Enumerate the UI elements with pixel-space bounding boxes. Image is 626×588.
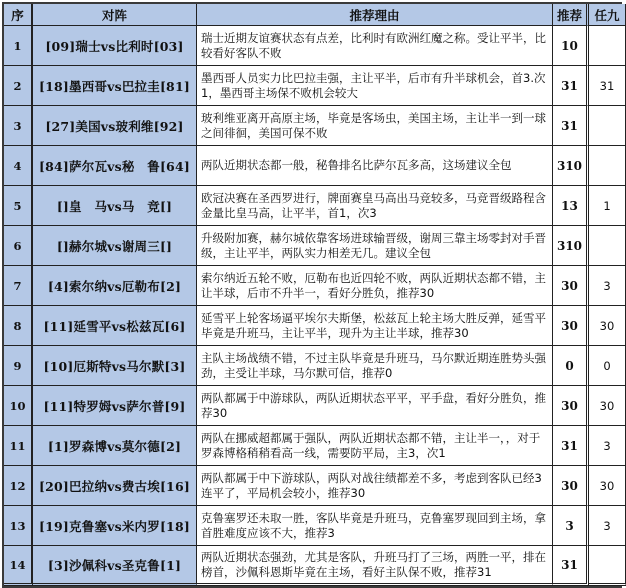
match-cell: [84]萨尔瓦vs秘 鲁[64] — [33, 146, 197, 186]
renjiu-cell: 3 — [589, 426, 626, 466]
table-row — [4, 386, 626, 426]
renjiu-cell — [589, 26, 626, 66]
recommend-cell: 31 — [553, 106, 589, 146]
recommendation-table — [4, 4, 626, 586]
reason-cell: 索尔纳近五轮不败，厄勒布也近四轮不败，两队近期状态都不错，主让半球，后市不升半一，看好分胜负，推荐30 — [197, 266, 553, 306]
recommendation-table-container — [2, 2, 622, 588]
renjiu-cell: 3 — [589, 506, 626, 546]
recommend-cell: 310 — [553, 226, 589, 266]
renjiu-cell: 31 — [589, 66, 626, 106]
recommend-cell: 30 — [553, 466, 589, 506]
table-row — [4, 106, 626, 146]
table-row — [4, 346, 626, 386]
match-cell: [4]索尔纳vs厄勒布[2] — [33, 266, 197, 306]
reason-cell: 墨西哥人员实力比巴拉圭强，主让平半，后市有升半球机会，首3.次1，墨西哥主场保不败机会较大 — [197, 66, 553, 106]
reason-cell: 两队都属于中游球队，两队近期状态平平，平手盘，看好分胜负，推荐30 — [197, 386, 553, 426]
table-row — [4, 546, 626, 586]
table-row — [4, 146, 626, 186]
row-number: 14 — [4, 546, 33, 586]
table-row — [4, 506, 626, 546]
header-no: 序 — [4, 4, 33, 26]
table-row — [4, 466, 626, 506]
recommend-cell: 0 — [553, 346, 589, 386]
renjiu-cell — [589, 226, 626, 266]
renjiu-cell: 30 — [589, 386, 626, 426]
renjiu-cell: 30 — [589, 306, 626, 346]
row-number: 12 — [4, 466, 33, 506]
reason-cell: 主队主场战绩不错，不过主队毕竟是升班马，马尔默近期连胜势头强劲，主受让半球，马尔默可信，推荐0 — [197, 346, 553, 386]
row-number: 8 — [4, 306, 33, 346]
table-row — [4, 186, 626, 226]
reason-cell: 克鲁塞罗还未取一胜，客队毕竟是升班马，克鲁塞罗现回到主场，拿首胜难度应该不大，推荐3 — [197, 506, 553, 546]
reason-cell: 欧冠决赛在圣西罗进行，牌面赛皇马高出马竞较多，马竞晋级路程含金量比皇马高，让平半，首1，次3 — [197, 186, 553, 226]
match-cell: [10]厄斯特vs马尔默[3] — [33, 346, 197, 386]
row-number: 3 — [4, 106, 33, 146]
reason-cell: 两队近期状态强劲，尤其是客队，升班马打了三场，两胜一平，排在榜首，沙佩科恩斯毕竟在主场，看好主队保不败，推荐31 — [197, 546, 553, 586]
renjiu-cell: 3 — [589, 266, 626, 306]
table-row — [4, 226, 626, 266]
match-cell: [20]巴拉纳vs费古埃[16] — [33, 466, 197, 506]
match-cell: [09]瑞士vs比利时[03] — [33, 26, 197, 66]
reason-cell: 延雪平上轮客场逼平埃尔夫斯堡，松兹瓦上轮主场大胜反弹，延雪平毕竟是升班马，主让平半，现升为主让半球，推荐30 — [197, 306, 553, 346]
match-cell: [19]克鲁塞vs米内罗[18] — [33, 506, 197, 546]
renjiu-cell: 0 — [589, 346, 626, 386]
renjiu-cell — [589, 546, 626, 586]
renjiu-cell — [589, 106, 626, 146]
header-recommend: 推荐 — [553, 4, 589, 26]
recommend-cell: 13 — [553, 186, 589, 226]
recommend-cell: 31 — [553, 546, 589, 586]
recommend-cell: 310 — [553, 146, 589, 186]
table-row — [4, 66, 626, 106]
renjiu-cell: 1 — [589, 186, 626, 226]
match-cell: [18]墨西哥vs巴拉圭[81] — [33, 66, 197, 106]
row-number: 11 — [4, 426, 33, 466]
row-number: 4 — [4, 146, 33, 186]
match-cell: [27]美国vs玻利维[92] — [33, 106, 197, 146]
header-match: 对阵 — [33, 4, 197, 26]
recommend-cell: 3 — [553, 506, 589, 546]
renjiu-cell — [589, 146, 626, 186]
match-cell: []皇 马vs马 竞[] — [33, 186, 197, 226]
reason-cell: 升级附加赛，赫尔城依靠客场进球输晋级，谢周三靠主场零封对手晋级，主让平半，两队实力相差无几。建议全包 — [197, 226, 553, 266]
header-reason: 推荐理由 — [197, 4, 553, 26]
recommend-cell: 10 — [553, 26, 589, 66]
row-number: 1 — [4, 26, 33, 66]
table-row — [4, 426, 626, 466]
reason-cell: 玻利维亚离开高原主场，毕竟是客场虫，美国主场，主让半一到一球之间徘徊，美国可保不败 — [197, 106, 553, 146]
renjiu-cell: 30 — [589, 466, 626, 506]
reason-cell: 两队都属于中下游球队，两队对战往绩都差不多，考虑到客队已经3连平了，平局机会较小，推荐30 — [197, 466, 553, 506]
row-number: 5 — [4, 186, 33, 226]
recommend-cell: 31 — [553, 66, 589, 106]
header-row — [4, 4, 626, 26]
row-number: 2 — [4, 66, 33, 106]
reason-cell: 两队近期状态都一般，秘鲁排名比萨尔瓦多高，这场建议全包 — [197, 146, 553, 186]
table-row — [4, 266, 626, 306]
reason-cell: 两队在挪威超都属于强队，两队近期状态都不错，主让半一，，对于罗森博格稍稍看高一线，需要防平局，主3，次1 — [197, 426, 553, 466]
match-cell: []赫尔城vs谢周三[] — [33, 226, 197, 266]
match-cell: [1]罗森博vs莫尔德[2] — [33, 426, 197, 466]
row-number: 7 — [4, 266, 33, 306]
match-cell: [11]延雪平vs松兹瓦[6] — [33, 306, 197, 346]
reason-cell: 瑞士近期友谊赛状态有点差，比利时有欧洲红魔之称。受让平半，比较看好客队不败 — [197, 26, 553, 66]
recommend-cell: 30 — [553, 386, 589, 426]
match-cell: [11]特罗姆vs萨尔普[9] — [33, 386, 197, 426]
row-number: 6 — [4, 226, 33, 266]
row-number: 10 — [4, 386, 33, 426]
recommend-cell: 30 — [553, 266, 589, 306]
recommend-cell: 31 — [553, 426, 589, 466]
header-renjiu: 任九 — [589, 4, 626, 26]
row-number: 13 — [4, 506, 33, 546]
recommend-cell: 30 — [553, 306, 589, 346]
match-cell: [3]沙佩科vs圣克鲁[1] — [33, 546, 197, 586]
table-row — [4, 306, 626, 346]
row-number: 9 — [4, 346, 33, 386]
table-row — [4, 26, 626, 66]
